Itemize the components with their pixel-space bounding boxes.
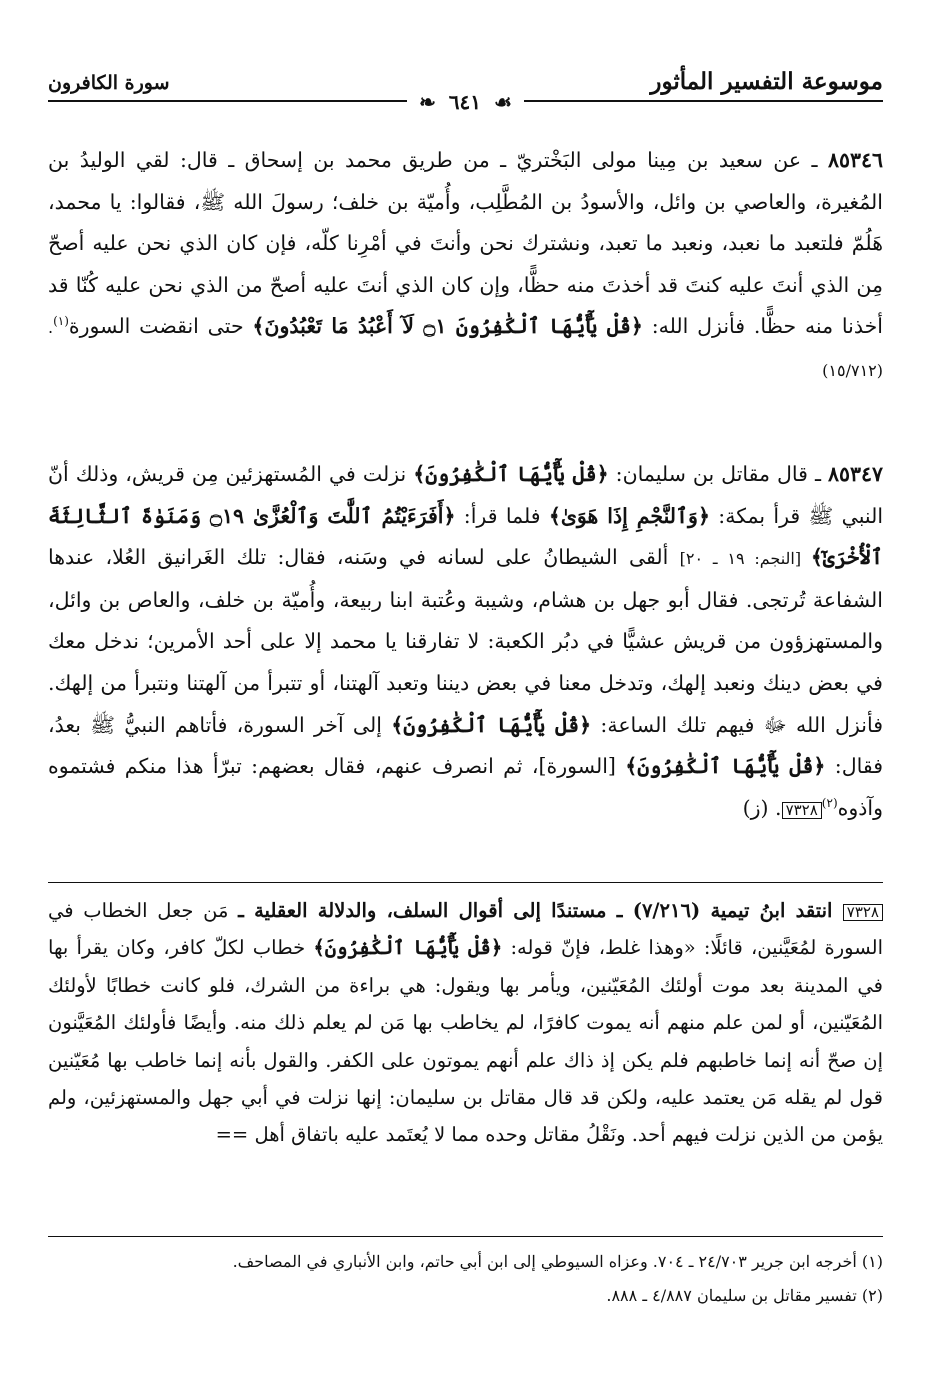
quran-verse: ﴿قُلْ يَٰٓأَيُّهَا ٱلْكَٰفِرُونَ ۝١ لَآ أَعْبُدُ مَا تَعْبُدُونَ﴾: [252, 314, 643, 339]
verse-reference: [النجم: ١٩ ـ ٢٠]: [679, 549, 811, 569]
commentary-link-box[interactable]: ٧٣٢٨: [782, 802, 822, 819]
commentary-number-box: ٧٣٢٨: [843, 904, 883, 921]
commentary-text: مَن جعل الخطاب في السورة لمُعَيَّنين، قائلًا: «وهذا غلط، فإنّ قوله:: [48, 899, 884, 960]
hadith-text: حتى انقضت السورة: [68, 314, 253, 339]
ornament-right-icon: ☙: [488, 90, 518, 114]
page-header: [48, 60, 883, 114]
commentary-block: [48, 892, 883, 1154]
quran-verse: ﴿وَٱلنَّجْمِ إِذَا هَوَىٰ﴾: [548, 503, 710, 528]
footnote-2: (٢) تفسير مقاتل بن سليمان ٤/٨٨٧ ـ ٨٨٨.: [606, 1286, 883, 1305]
footnote-marker: (٢): [821, 795, 838, 810]
hadith-text: ـ عن سعيد بن مِينا مولى البَخْتريّ ـ من طريق محمد بن إسحاق ـ قال: لقي الوليدُ بن المُغيرة، والعاصي بن وائل، والأسودُ بن المُطَّلِب، وأُميّة بن خلف؛ رسولَ الله ﷺ، فقالوا: يا محمد، هَلُمّ فلتعبد ما نعبد، ونعبد ما تعبد، ونشترك نحن وأنتَ في أمْرِنا كلّه، فإن كان الذي نحن عليه أصحّ مِن الذي أنتَ عليه كنتَ قد أخذتَ منه حظًّا، وإن كان الذي أنتَ عليه أصحّ من الذي نحن عليه كُنّا قد أخذنا منه حظًّا. فأنزل الله:: [48, 148, 883, 339]
quran-verse: ﴿قُلْ يَٰٓأَيُّهَا ٱلْكَٰفِرُونَ﴾: [313, 936, 503, 960]
commentary-text: خطاب لكلّ كافر، وكان يقرأ بها في المدينة بعد موت أولئك المُعَيّنين، ويأمر بها ويقول: هي براءة من الشرك، فلو كانت خطابًا لأولئك المُعَيّنين، أو لمن علم منهم أنه يموت كافرًا، لم يخاطب بها مَن لم يعلم ذلك منه. وأيضًا فأولئك المُعَيَّنون إن صحّ أنه إنما خاطبهم فلم يكن إذ ذاك علم أنهم يموتون على الكفر. والقول بأنه إنما خاطب بها مُعَيّنين قول لم يقله مَن يعتمد عليه، ولكن قد قال مقاتل بن سليمان: إنها نزلت في أبي جهل والمستهزئين، ولم يؤمن من الذين نزلت فيهم أحد. ونَقْلُ مقاتل وحده مما لا يُعتَمد عليه باتفاق أهل ==: [48, 936, 883, 1147]
page-number: ٦٤١: [448, 90, 482, 114]
hadith-text: [السورة]، ثم انصرف عنهم، فقال بعضهم: تبرّأ هذا منكم فشتموه وآذوه: [48, 754, 883, 820]
ornament-left-icon: ❧: [413, 90, 442, 114]
commentary-lead: انتقد ابنُ تيمية (٧/٢١٦) ـ مستندًا إلى أقوال السلف، والدلالة العقلية ـ: [238, 899, 843, 922]
quran-verse: ﴿قُلْ يَٰٓأَيُّهَا ٱلْكَٰفِرُونَ﴾: [391, 712, 592, 737]
surah-title: سورة الكافرون: [48, 72, 170, 94]
commentary-divider: [48, 882, 883, 883]
page-number-ornament: [48, 90, 883, 114]
book-title: موسوعة التفسير المأثور: [650, 68, 883, 95]
hadith-text: . (ز): [742, 795, 782, 820]
hadith-85347: [48, 454, 883, 829]
footnote-1: (١) أخرجه ابن جرير ٢٤/٧٠٣ ـ ٧٠٤. وعزاه السيوطي إلى ابن أبي حاتم، وابن الأنباري في المصاحف.: [232, 1252, 883, 1271]
hadith-number: ٨٥٣٤٧: [827, 462, 884, 486]
footnote-marker: (١): [53, 314, 69, 329]
hadith-85346: [48, 140, 883, 392]
footnote-divider: [48, 1236, 883, 1237]
hadith-number: ٨٥٣٤٦: [827, 148, 883, 172]
hadith-text: نزلت في المُستهزئين مِن قريش، وذلك أنّ النبي ﷺ قرأ بمكة:: [48, 462, 884, 528]
hadith-text: ـ قال مقاتل بن سليمان:: [608, 462, 828, 486]
hadith-text: ألقى الشيطانُ على لسانه في وسَنه، فقال: تلك الغَرانيق العُلا، عندها الشفاعة تُرتجى. فقال أبو جهل بن هشام، وشيبة وعُتبة ابنا ربيعة، وأُميّة بن خلف، والعاص بن وائل، والمستهزؤون من قريش عشيًّا في دبُر الكعبة: لا تفارقنا يا محمد إلا على أحد الأمرين؛ ندخل معك في بعض دينك ونعبد إلهك، وتدخل معنا في بعض ديننا وتعبد آلهتنا، أو تتبرأ من آلهتنا ونتبرأ من إلهك. فأنزل الله ﷻ فيهم تلك الساعة:: [48, 545, 883, 737]
quran-verse: ﴿أَفَرَءَيْتُمُ ٱللَّٰتَ وَٱلْعُزَّىٰ ۝١٩ وَمَنَوٰةَ ٱلثَّالِثَةَ ٱلْأُخْرَىٰٓ﴾: [48, 503, 883, 570]
quran-verse: ﴿قُلْ يَٰٓأَيُّهَا ٱلْكَٰفِرُونَ﴾: [413, 462, 609, 486]
quran-verse: ﴿قُلْ يَٰٓأَيُّهَا ٱلْكَٰفِرُونَ﴾: [625, 754, 826, 779]
volume-reference: . (١٥/٧١٢): [48, 318, 883, 380]
hadith-text: إلى آخر السورة، فأتاهم النبيُّ ﷺ بعدُ، فقال:: [48, 712, 884, 779]
hadith-text: فلما قرأ:: [455, 503, 549, 528]
